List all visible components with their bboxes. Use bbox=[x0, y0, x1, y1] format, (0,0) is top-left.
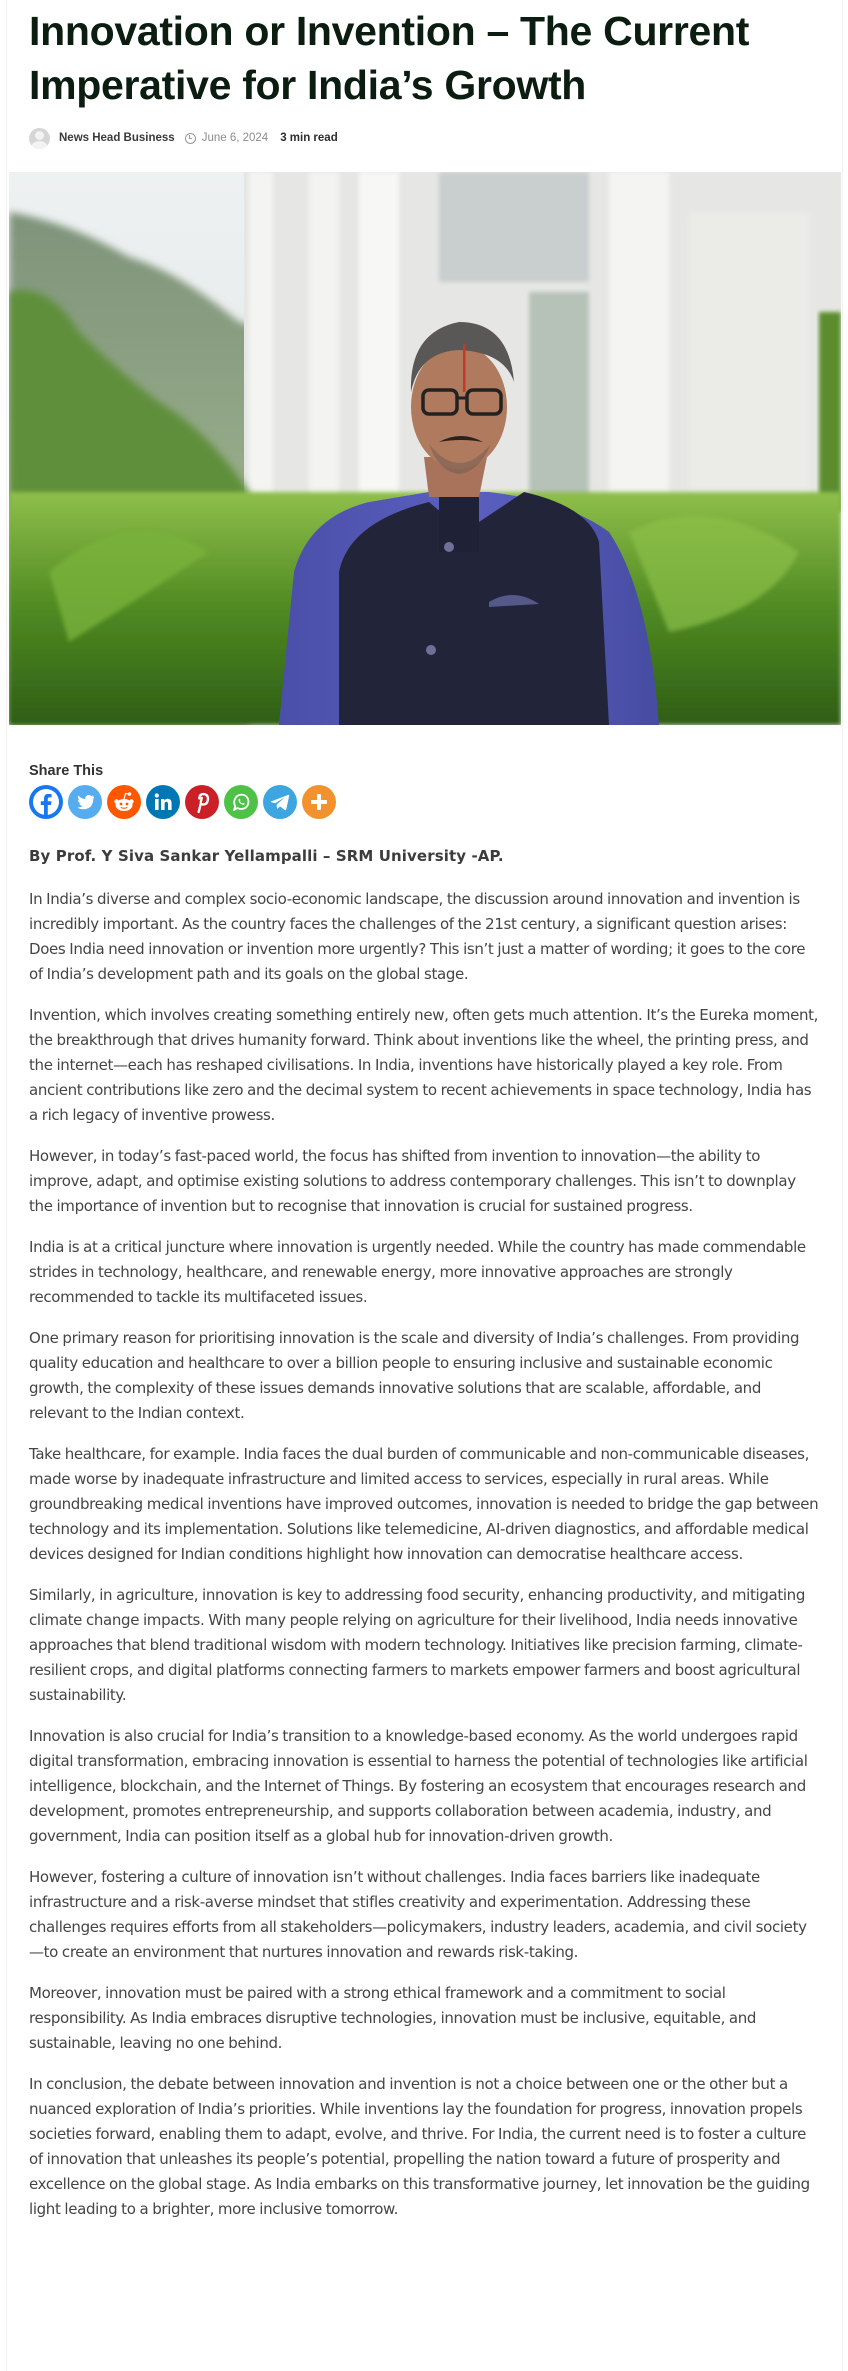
read-time: 3 min read bbox=[280, 132, 338, 144]
article-meta bbox=[29, 126, 820, 150]
share-pinterest-button[interactable] bbox=[185, 785, 219, 819]
pinterest-icon bbox=[185, 785, 219, 819]
article-paragraph: India is at a critical juncture where innovation is urgently needed. While the country has made commendable strides in technology, healthcare, and renewable energy, more innovative approaches are strongly recommended to tackle its multifaceted issues. bbox=[29, 1238, 806, 1306]
article-page bbox=[6, 0, 843, 2371]
article-paragraph: In India’s diverse and complex socio-economic landscape, the discussion around innovation and invention is incredibly important. As the country faces the challenges of the 21st century, a significant question arises: Does India need innovation or invention more urgently? This isn’t just a matter of wording; it goes to the core of India’s development path and its goals on the global stage. bbox=[29, 890, 806, 983]
plus-icon bbox=[302, 785, 336, 819]
article-body bbox=[29, 887, 820, 2222]
author-avatar[interactable] bbox=[29, 128, 50, 149]
portrait-photo bbox=[9, 172, 841, 725]
author-link[interactable]: News Head Business bbox=[59, 132, 175, 144]
article-content bbox=[7, 763, 842, 2222]
publish-date: June 6, 2024 bbox=[201, 132, 269, 144]
article-paragraph: Similarly, in agriculture, innovation is key to addressing food security, enhancing productivity, and mitigating climate change impacts. With many people relying on agriculture for their livelihood, India needs innovative approaches that blend traditional wisdom with modern technology. Initiatives like precision farming, climate-resilient crops, and digital platforms connecting farmers to markets empower farmers and boost agricultural sustainability. bbox=[29, 1586, 806, 1704]
article-paragraph: One primary reason for prioritising innovation is the scale and diversity of India’s challenges. From providing quality education and healthcare to over a billion people to ensuring inclusive and sustainable economic growth, the complexity of these issues demands innovative solutions that are scalable, affordable, and relevant to the Indian context. bbox=[29, 1329, 800, 1422]
facebook-icon bbox=[29, 785, 63, 819]
twitter-icon bbox=[68, 785, 102, 819]
telegram-icon bbox=[263, 785, 297, 819]
article-paragraph: However, fostering a culture of innovation isn’t without challenges. India faces barriers like inadequate infrastructure and a risk-averse mindset that stifles creativity and experimentation. Addressing these challenges requires efforts from all stakeholders—policymakers, industry leaders, academia, and civil society—to create an environment that nurtures innovation and rewards risk-taking. bbox=[29, 1868, 807, 1961]
share-more-button[interactable] bbox=[302, 785, 336, 819]
share-heading: Share This bbox=[29, 763, 104, 779]
article-header bbox=[7, 0, 842, 150]
article-paragraph: In conclusion, the debate between innovation and invention is not a choice between one or the other but a nuanced exploration of India’s priorities. While inventions lay the foundation for progress, innovation propels societies forward, enabling them to adapt, evolve, and thrive. For India, the current need is to foster a culture of innovation that unleashes its people’s potential, propelling the nation toward a future of prosperity and excellence on the global stage. As India embarks on this transformative journey, let innovation be the guiding light leading to a brighter, more inclusive tomorrow. bbox=[29, 2075, 810, 2218]
share-twitter-button[interactable] bbox=[68, 785, 102, 819]
share-whatsapp-button[interactable] bbox=[224, 785, 258, 819]
article-paragraph: Take healthcare, for example. India faces the dual burden of communicable and non-communicable diseases, made worse by inadequate infrastructure and limited access to services, especially in rural areas. While groundbreaking medical inventions have improved outcomes, innovation is needed to bridge the gap between technology and its implementation. Solutions like telemedicine, AI-driven diagnostics, and affordable medical devices designed for Indian conditions highlight how innovation can democratise healthcare access. bbox=[29, 1445, 819, 1563]
share-buttons bbox=[29, 785, 820, 819]
reddit-icon bbox=[107, 785, 141, 819]
share-facebook-button[interactable] bbox=[29, 785, 63, 819]
clock-icon bbox=[185, 133, 196, 144]
article-paragraph: Innovation is also crucial for India’s transition to a knowledge-based economy. As the world undergoes rapid digital transformation, embracing innovation is essential to harness the potential of technologies like artificial intelligence, blockchain, and the Internet of Things. By fostering an ecosystem that encourages research and development, promotes entrepreneurship, and supports collaboration between academia, industry, and government, India can position itself as a global hub for innovation-driven growth. bbox=[29, 1727, 808, 1845]
article-paragraph: However, in today’s fast-paced world, the focus has shifted from invention to innovation—the ability to improve, adapt, and optimise existing solutions to address contemporary challenges. This isn’t to downplay the importance of invention but to recognise that innovation is crucial for sustained progress. bbox=[29, 1147, 796, 1215]
whatsapp-icon bbox=[224, 785, 258, 819]
article-title: Innovation or Invention – The Current Imperative for India’s Growth bbox=[29, 8, 750, 108]
article-byline: By Prof. Y Siva Sankar Yellampalli – SRM University -AP. bbox=[29, 847, 504, 865]
share-telegram-button[interactable] bbox=[263, 785, 297, 819]
article-paragraph: Moreover, innovation must be paired with a strong ethical framework and a commitment to social responsibility. As India embraces disruptive technologies, innovation must be inclusive, equitable, and sustainable, leaving no one behind. bbox=[29, 1984, 757, 2052]
hero-image bbox=[9, 172, 841, 725]
share-reddit-button[interactable] bbox=[107, 785, 141, 819]
article-paragraph: Invention, which involves creating something entirely new, often gets much attention. It’s the Eureka moment, the breakthrough that drives humanity forward. Think about inventions like the wheel, the printing press, and the internet—each has reshaped civilisations. In India, inventions have historically played a key role. From ancient contributions like zero and the decimal system to recent achievements in space technology, India has a rich legacy of inventive prowess. bbox=[29, 1006, 819, 1124]
share-linkedin-button[interactable] bbox=[146, 785, 180, 819]
linkedin-icon bbox=[146, 785, 180, 819]
